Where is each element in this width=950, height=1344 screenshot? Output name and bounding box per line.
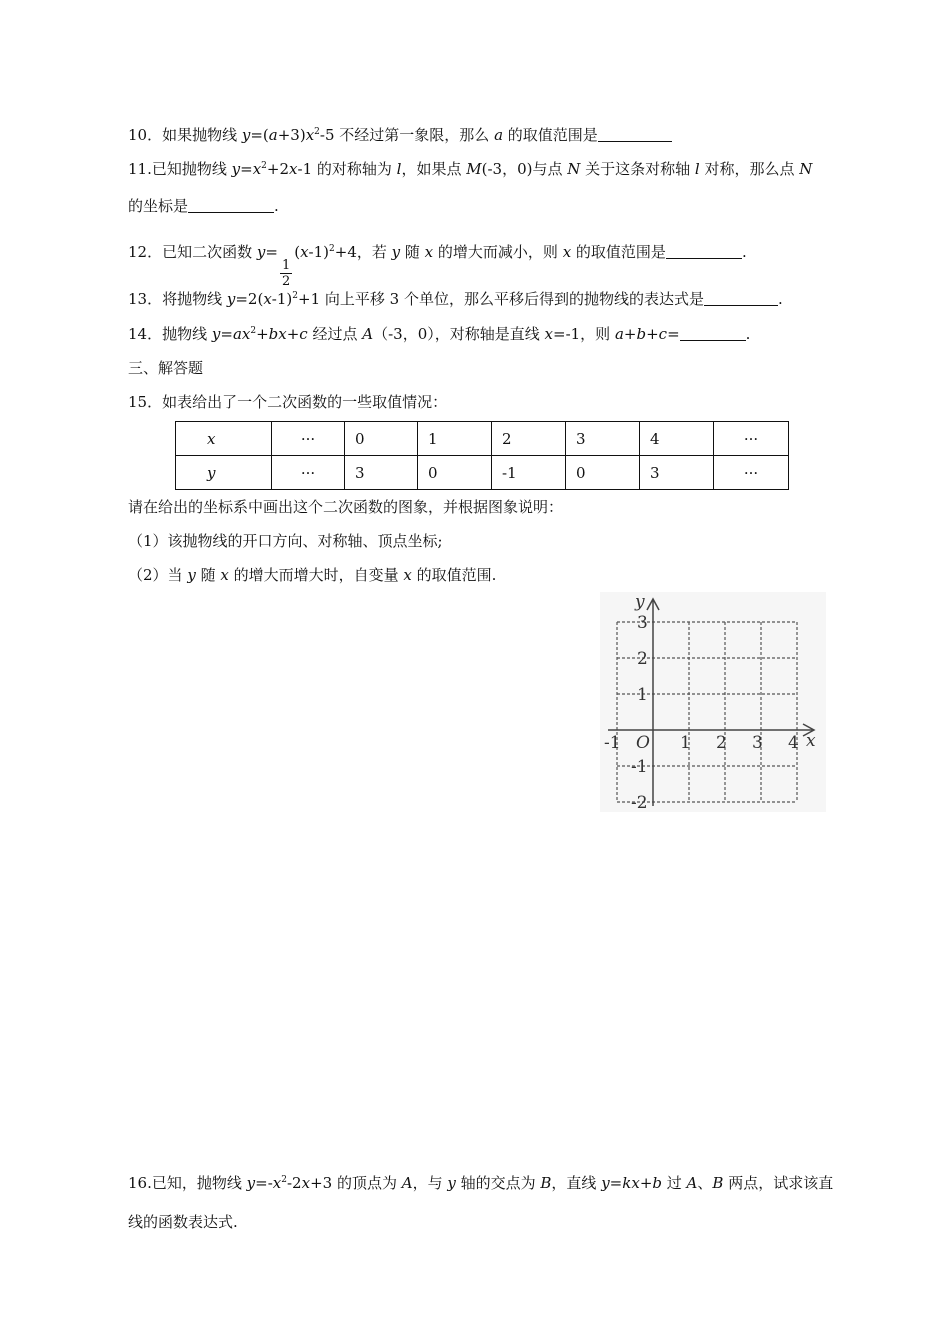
x-tick-label: 1: [680, 733, 691, 753]
y-tick-label: -2: [631, 793, 648, 812]
table-cell: 0: [566, 456, 640, 490]
x-tick-label: 2: [716, 733, 727, 753]
table-cell: y: [176, 456, 272, 490]
origin-label: O: [636, 733, 650, 753]
question-16: 16.已知，抛物线 $y=-x^2-2x+3$ 的顶点为 A，与 y 轴的交点为 B，直线 y=kx+b 过 A、B 两点，试求该直: [128, 1174, 834, 1192]
question-14: 14．抛物线 $y=ax^2+bx+c$ 经过点 A（-3，0），对称轴是直线 x=-1，则 a+b+c= .: [128, 325, 751, 343]
table-cell: 3: [640, 456, 714, 490]
question-10: 10．如果抛物线 $y=(a+3)x^2-5$ 不经过第一象限，那么 a 的取值范围是: [128, 124, 672, 145]
table-cell: 0: [418, 456, 492, 490]
question-13: 13．将抛物线 $y=2(x-1)^2+1$ 向上平移 3 个单位，那么平移后得到的抛物线的表达式是 .: [128, 290, 783, 308]
table-cell: 3: [566, 422, 640, 456]
table-cell: ···: [714, 456, 789, 490]
answer-blank: [188, 198, 274, 213]
question-16-line-2: 线的函数表达式.: [128, 1213, 238, 1231]
fraction-one-half: $\frac{1}{2}$: [281, 258, 291, 289]
table-cell: 4: [640, 422, 714, 456]
section-heading: 三、解答题: [128, 359, 204, 377]
table-cell: ···: [272, 422, 345, 456]
table-cell: 2: [492, 422, 566, 456]
question-number: 16.: [128, 1174, 152, 1192]
y-tick-label: 2: [637, 649, 648, 669]
table-cell: 0: [345, 422, 418, 456]
table-cell: 1: [418, 422, 492, 456]
x-tick-label: -1: [604, 733, 621, 753]
grid-background: [600, 592, 826, 812]
coordinate-grid: [600, 592, 826, 812]
question-number: 10．: [128, 126, 163, 144]
x-tick-label: 3: [752, 733, 763, 753]
question-15-part-2: （2）当 y 随 x 的增大而增大时，自变量 x 的取值范围.: [128, 566, 497, 584]
question-15-instructions: 请在给出的坐标系中画出这个二次函数的图象，并根据图象说明：: [128, 498, 564, 516]
value-table: [175, 421, 789, 490]
question-11-line-2: 的坐标是 .: [128, 197, 279, 215]
table-cell: ···: [714, 422, 789, 456]
question-15-part-1: （1）该抛物线的开口方向、对称轴、顶点坐标;: [128, 532, 443, 550]
question-number: 12．: [128, 243, 163, 261]
table-cell: x: [176, 422, 272, 456]
table-cell: ···: [272, 456, 345, 490]
answer-blank: [680, 326, 746, 341]
question-number: 14．: [128, 325, 163, 343]
y-tick-label: -1: [631, 757, 648, 777]
answer-blank: [666, 244, 742, 259]
y-axis-label: y: [635, 592, 645, 612]
y-tick-label: 3: [637, 613, 648, 633]
answer-blank: [704, 291, 778, 306]
question-12: 12．已知二次函数 y= $\frac{1}{2}$ $(x-1)^2+4$，若 y 随 x 的增大而减小，则 x 的取值范围是 .: [128, 243, 747, 289]
y-tick-label: 1: [637, 685, 648, 705]
table-row: [176, 456, 789, 490]
question-15: 15．如表给出了一个二次函数的一些取值情况：: [128, 393, 448, 411]
x-tick-label: 4: [788, 733, 799, 753]
x-axis-label: x: [806, 731, 816, 751]
question-number: 11.: [128, 160, 152, 178]
question-11: 11.已知抛物线 $y=x^2+2x-1$ 的对称轴为 l，如果点 M(-3，0)与点 N 关于这条对称轴 l 对称，那么点 N: [128, 160, 813, 178]
table-cell: 3: [345, 456, 418, 490]
table-cell: -1: [492, 456, 566, 490]
question-number: 15．: [128, 393, 163, 411]
question-number: 13．: [128, 290, 163, 308]
answer-blank: [598, 127, 672, 142]
table-row: [176, 422, 789, 456]
